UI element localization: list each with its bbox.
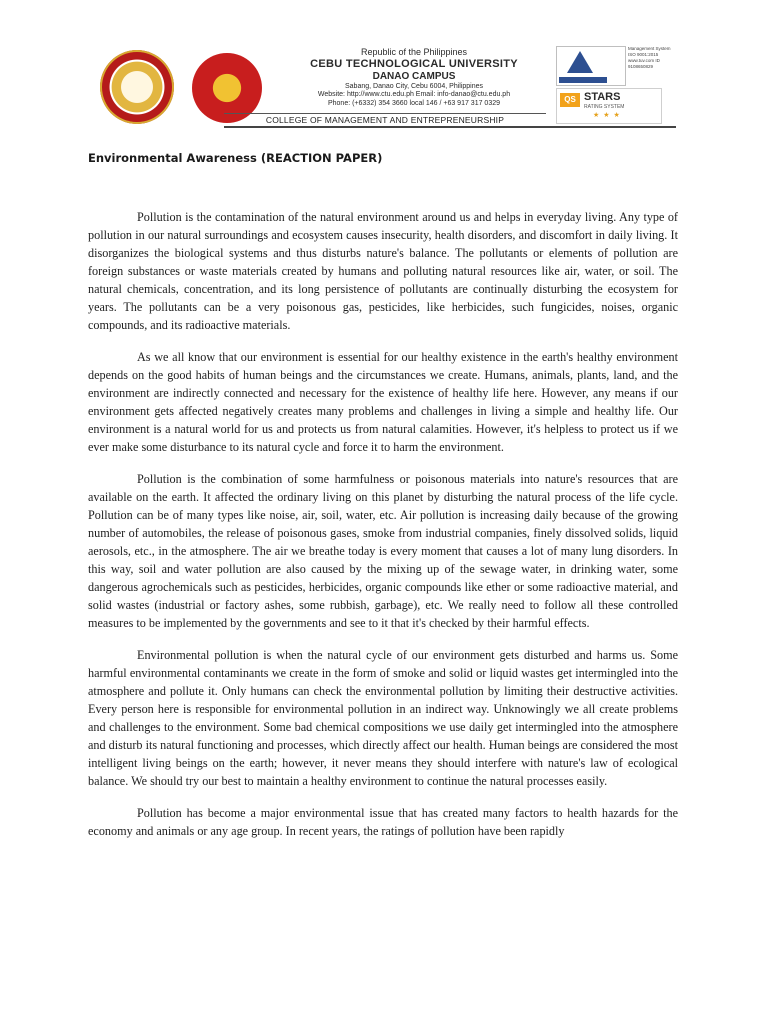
address-line: Sabang, Danao City, Cebu 6004, Philippines <box>344 82 484 90</box>
paragraph-5: Pollution has become a major environmental issue that has created many factors to health hazards for the economy and animals or any age group. In recent years, the ratings of pollution have been rapidly <box>88 806 678 838</box>
website-email-line: Website: http://www.ctu.edu.ph Email: info-danao@ctu.edu.ph <box>317 91 511 99</box>
college-name: COLLEGE OF MANAGEMENT AND ENTREPRENEURSHIP <box>224 113 546 126</box>
document-title: Environmental Awareness (REACTION PAPER) <box>88 151 383 165</box>
qs-stars-word: STARS <box>584 91 621 103</box>
university-seal-logo <box>100 50 174 124</box>
paragraph-3: Pollution is the combination of some harmfulness or poisonous materials into nature's resources that are available on the earth. It affected the ordinary living on this planet by disturbing the natural process of the life cycle. Pollution can be of many types like noise, air, soil, water, etc. Air pollution is increasing daily because of the growing number of automobiles, the release of poisonous gases, smoke from industrial companies, finely dissolved solids, liquid aerosols, etc., in the atmosphere. The air we breathe today is every moment that causes a lot of many lung disorders. In this way, soil and water pollution are also caused by the mixing up of the sewage water, in drinking water, some dangerous agrochemicals such as pesticides, herbicides, organic compounds like ether or some radioactive material, and solid wastes (industrial or factory ashes, some rubbish, garbage), etc. We really need to follow all these controlled measures to be implemented by the governments and see to it that it's checked by their harmful effects. <box>88 472 678 630</box>
tuv-certification-logo <box>556 46 626 86</box>
paragraph-1: Pollution is the contamination of the natural environment around us and helps in everyday living. Any type of pollution in our natural surroundings and ecosystem causes insecurity, health disorders, and discomfort in daily living. It disorganizes the biological systems and thus disturbs nature's balance. The pollutants or elements of pollution are foreign substances or waste materials created by humans and polluting natural resources like air, water, or soil. The natural chemicals, concentration, and its long persistence of pollutants are continually disturbing the ecosystem for years. The pollutants can be a very poisonous gas, pesticides, like herbicides, such fungicides, noises, organic compounds, and its radioactive materials. <box>88 210 678 332</box>
tuv-caption: Management System ISO 9001:2015 www.tuv.com ID 9108650829 <box>628 46 671 69</box>
university-name: CEBU TECHNOLOGICAL UNIVERSITY <box>310 57 518 70</box>
republic-line: Republic of the Philippines <box>360 47 468 57</box>
qs-stars-logo <box>556 88 662 124</box>
phone-line: Phone: (+6332) 354 3660 local 146 / +63 917 317 0329 <box>327 99 501 107</box>
letterhead-text <box>274 47 554 108</box>
letterhead-divider <box>224 126 676 128</box>
campus-name: DANAO CAMPUS <box>372 70 456 82</box>
paragraph-2: As we all know that our environment is essential for our healthy existence in the earth's healthy environment depends on the good habits of human beings and the circumstances we create. Humans, animals, plants, land, and the environment are indirectly connected and necessary for the existence of healthy life here. However, any means if our environment gets affected negatively creates many problems and challenges in living a simple and healthy life. Our environment is a natural world for us and protects us from natural calamities. However, it's helpless to protect us if we ever make some disturbance to its natural cycle and force it to harm the environment. <box>88 350 678 454</box>
letterhead <box>94 40 684 130</box>
tuv-bar-icon <box>559 77 607 83</box>
qs-rating-system: RATING SYSTEM <box>584 104 625 110</box>
qs-badge: QS <box>560 93 580 107</box>
tuv-triangle-icon <box>567 51 593 73</box>
qs-star-icons: ★★★ <box>593 112 624 119</box>
paragraph-4: Environmental pollution is when the natural cycle of our environment gets disturbed and harms us. Some harmful environmental contaminants we create in the form of smoke and solid or liquid wastes get intermingled into the atmosphere and pollute it. Only humans can check the environmental pollution by limiting their destructive activities. Every person here is responsible for environmental pollution in an indirect way. Unknowingly we all create problems and challenges to the environment. Some bad chemical compositions we use daily get intermingled into the atmosphere and disturb its natural functioning and processes, which directly affect our health. Human beings are considered the most intelligent living beings on the earth; however, it never means they should interfere with nature's law of ecological balance. We should try our best to maintain a healthy environment to continue the natural processes easily. <box>88 648 678 788</box>
document-body <box>88 208 678 854</box>
